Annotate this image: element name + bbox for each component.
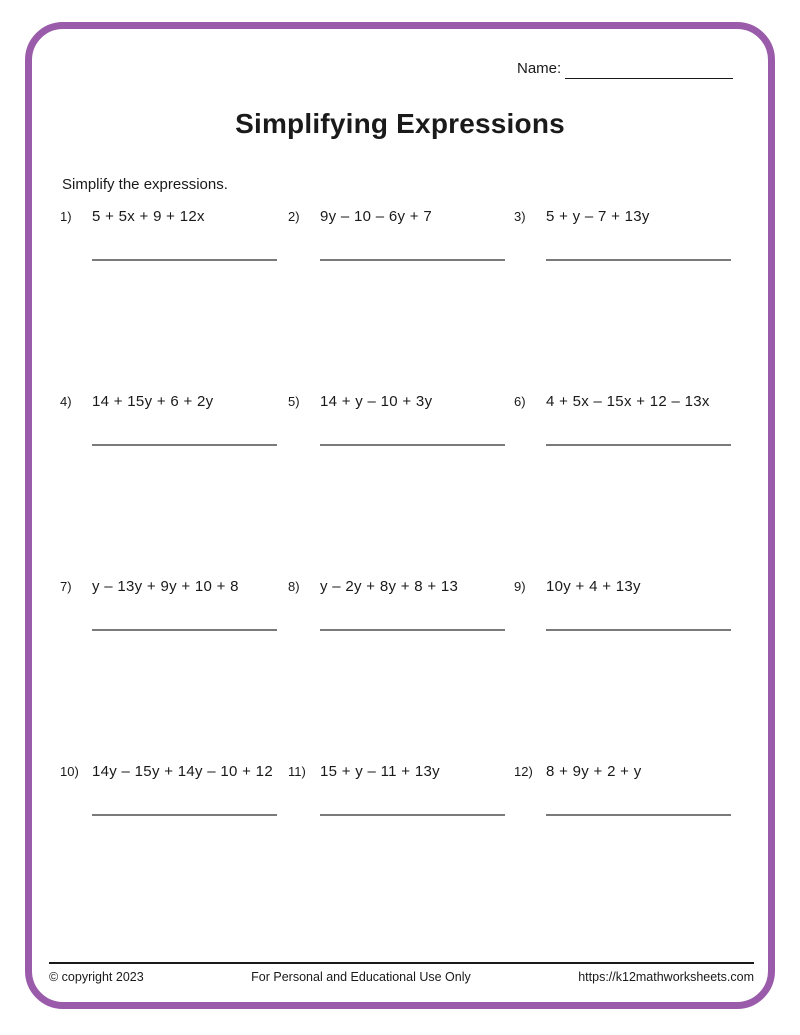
- problem-4: [60, 385, 288, 570]
- footer: [49, 962, 754, 984]
- problem-10: [60, 755, 288, 940]
- problem-expression: 5 + 5x + 9 + 12x: [92, 208, 205, 225]
- problem-7: [60, 570, 288, 755]
- problem-11: [288, 755, 514, 940]
- problem-3: [514, 200, 740, 385]
- problem-2: [288, 200, 514, 385]
- name-row: [517, 60, 733, 79]
- answer-blank[interactable]: [320, 259, 505, 261]
- problem-expression: y – 13y + 9y + 10 + 8: [92, 578, 239, 595]
- answer-blank[interactable]: [546, 629, 731, 631]
- answer-blank[interactable]: [92, 259, 277, 261]
- problem-number: 8): [288, 579, 300, 594]
- footer-usage-note: For Personal and Educational Use Only: [251, 970, 471, 984]
- problems-grid: [60, 200, 742, 940]
- answer-blank[interactable]: [320, 444, 505, 446]
- answer-blank[interactable]: [546, 814, 731, 816]
- answer-blank[interactable]: [546, 259, 731, 261]
- answer-blank[interactable]: [92, 444, 277, 446]
- page-title: Simplifying Expressions: [235, 108, 565, 139]
- problem-expression: 8 + 9y + 2 + y: [546, 763, 642, 780]
- problem-expression: 14y – 15y + 14y – 10 + 12: [92, 763, 273, 780]
- problem-6: [514, 385, 740, 570]
- answer-blank[interactable]: [546, 444, 731, 446]
- problem-number: 6): [514, 394, 526, 409]
- problem-expression: 9y – 10 – 6y + 7: [320, 208, 432, 225]
- footer-url[interactable]: https://k12mathworksheets.com: [578, 970, 754, 984]
- problem-number: 11): [288, 764, 306, 779]
- problem-5: [288, 385, 514, 570]
- problem-expression: 15 + y – 11 + 13y: [320, 763, 440, 780]
- footer-copyright: © copyright 2023: [49, 970, 144, 984]
- answer-blank[interactable]: [320, 814, 505, 816]
- problem-number: 10): [60, 764, 79, 779]
- problem-9: [514, 570, 740, 755]
- problem-expression: y – 2y + 8y + 8 + 13: [320, 578, 459, 595]
- answer-blank[interactable]: [320, 629, 505, 631]
- problem-number: 1): [60, 209, 72, 224]
- problem-number: 3): [514, 209, 526, 224]
- answer-blank[interactable]: [92, 629, 277, 631]
- problem-12: [514, 755, 740, 940]
- instruction-text: Simplify the expressions.: [62, 176, 228, 193]
- problem-number: 5): [288, 394, 300, 409]
- problem-1: [60, 200, 288, 385]
- problem-expression: 4 + 5x – 15x + 12 – 13x: [546, 393, 710, 410]
- problem-expression: 10y + 4 + 13y: [546, 578, 641, 595]
- answer-blank[interactable]: [92, 814, 277, 816]
- problem-expression: 5 + y – 7 + 13y: [546, 208, 650, 225]
- problem-expression: 14 + y – 10 + 3y: [320, 393, 433, 410]
- name-blank[interactable]: [565, 61, 733, 79]
- problem-number: 2): [288, 209, 300, 224]
- problem-number: 12): [514, 764, 533, 779]
- problem-8: [288, 570, 514, 755]
- name-label: Name:: [517, 60, 562, 77]
- problem-number: 9): [514, 579, 526, 594]
- problem-expression: 14 + 15y + 6 + 2y: [92, 393, 214, 410]
- problem-number: 4): [60, 394, 72, 409]
- problem-number: 7): [60, 579, 72, 594]
